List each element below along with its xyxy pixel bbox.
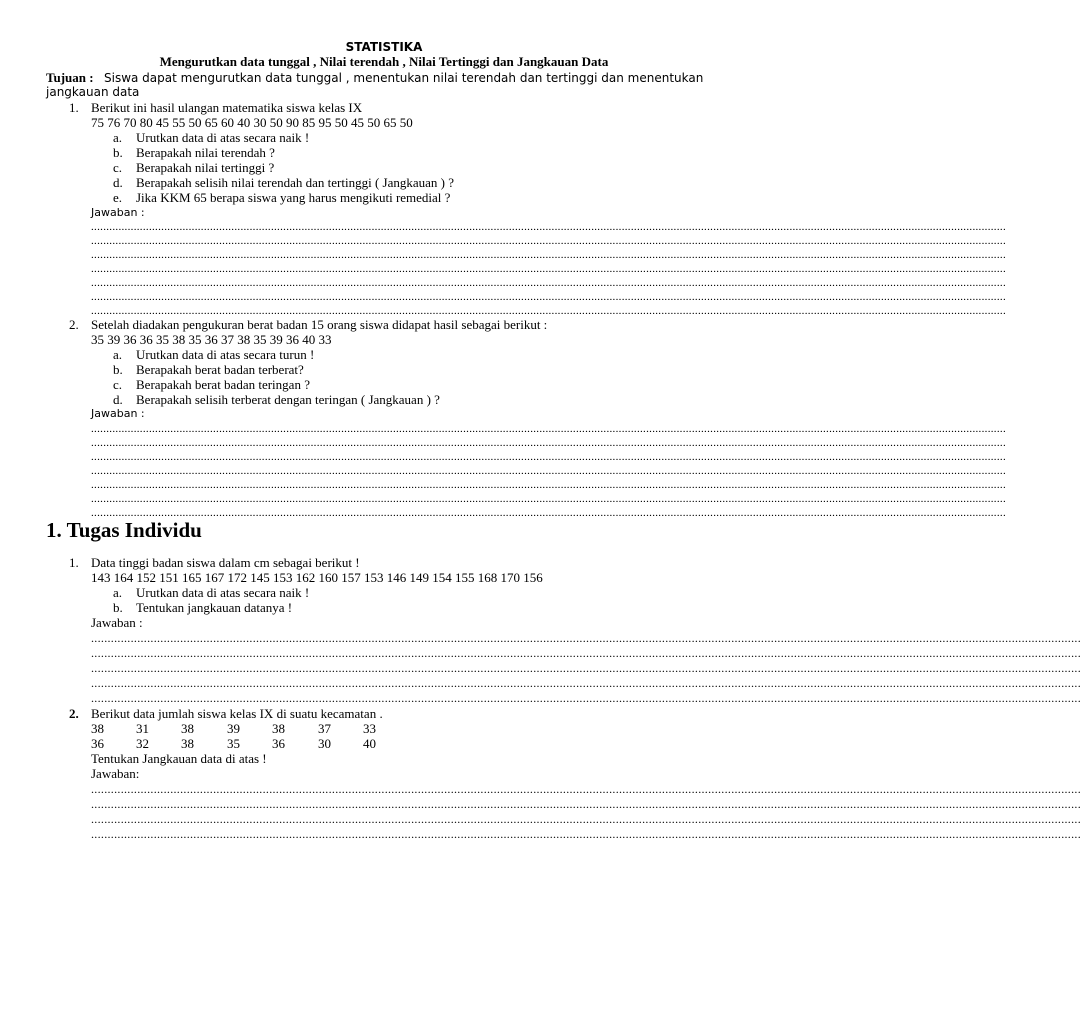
q2-answer-line[interactable]: ............................................................................................................................................................................................................................................................................................................ (91, 493, 1006, 505)
t2-row1-cell: 38 (181, 721, 194, 736)
t1-answer-line[interactable]: ............................................................................................................................................................................................................................................................................................................ (91, 691, 1081, 705)
q1-item-e-letter: e. (113, 190, 123, 205)
q2-answer-line[interactable]: ............................................................................................................................................................................................................................................................................................................ (91, 437, 1006, 449)
q1-text: Berikut ini hasil ulangan matematika siswa kelas IX (91, 100, 363, 115)
q2-answer-line[interactable]: ............................................................................................................................................................................................................................................................................................................ (91, 451, 1006, 463)
t1-text: Data tinggi badan siswa dalam cm sebagai berikut ! (91, 555, 360, 570)
t2-row1-cell: 33 (363, 721, 376, 736)
page-title: STATISTIKA (345, 40, 423, 54)
q1-item-d-text: Berapakah selisih nilai terendah dan tertinggi ( Jangkauan ) ? (136, 175, 455, 190)
t2-row2-cell: 36 (272, 736, 285, 751)
page-subtitle: Mengurutkan data tunggal , Nilai terendah , Nilai Tertinggi dan Jangkauan Data (159, 54, 609, 69)
q2-data: 35 39 36 36 35 38 35 36 37 38 35 39 36 40 33 (91, 332, 332, 347)
q1-item-a-letter: a. (113, 130, 123, 145)
t2-instruction: Tentukan Jangkauan data di atas ! (91, 751, 267, 766)
q1-item-b-text: Berapakah nilai terendah ? (136, 145, 275, 160)
q2-item-b-text: Berapakah berat badan terberat? (136, 362, 304, 377)
q1-answer-line[interactable]: ............................................................................................................................................................................................................................................................................................................ (91, 291, 1006, 303)
q2-item-b-letter: b. (113, 362, 123, 377)
t2-row1-cell: 37 (318, 721, 331, 736)
t2-row2-cell: 35 (227, 736, 240, 751)
t1-data: 143 164 152 151 165 167 172 145 153 162 160 157 153 146 149 154 155 168 170 156 (91, 570, 543, 585)
q2-item-c-letter: c. (113, 377, 123, 392)
t2-row1-cell: 38 (91, 721, 104, 736)
q1-answer-line[interactable]: ............................................................................................................................................................................................................................................................................................................ (91, 305, 1006, 317)
q1-item-e-text: Jika KKM 65 berapa siswa yang harus mengikuti remedial ? (136, 190, 451, 205)
t1-item-a-letter: a. (113, 585, 123, 600)
t1-answer-line[interactable]: ............................................................................................................................................................................................................................................................................................................ (91, 631, 1081, 645)
t2-row2-cell: 36 (91, 736, 104, 751)
q1-answer-line[interactable]: ............................................................................................................................................................................................................................................................................................................ (91, 263, 1006, 275)
q2-answer-line[interactable]: ............................................................................................................................................................................................................................................................................................................ (91, 465, 1006, 477)
t2-row1-cell: 31 (136, 721, 149, 736)
q2-answer-label: Jawaban : (91, 407, 145, 420)
t1-answer-line[interactable]: ............................................................................................................................................................................................................................................................................................................ (91, 646, 1081, 660)
q1-item-b-letter: b. (113, 145, 123, 160)
tujuan-text: Siswa dapat mengurutkan data tunggal , menentukan nilai terendah dan tertinggi dan menentukan (104, 71, 704, 85)
q2-item-d-text: Berapakah selisih terberat dengan teringan ( Jangkauan ) ? (136, 392, 440, 407)
t2-row2-cell: 30 (318, 736, 331, 751)
q2-item-a-letter: a. (113, 347, 123, 362)
q2-answer-line[interactable]: ............................................................................................................................................................................................................................................................................................................ (91, 423, 1006, 435)
q1-answer-label: Jawaban : (91, 206, 145, 219)
q1-answer-line[interactable]: ............................................................................................................................................................................................................................................................................................................ (91, 221, 1006, 233)
t2-answer-line[interactable]: ............................................................................................................................................................................................................................................................................................................ (91, 812, 1081, 826)
q2-item-c-text: Berapakah berat badan teringan ? (136, 377, 310, 392)
q2-item-d-letter: d. (113, 392, 123, 407)
q1-item-c-letter: c. (113, 160, 123, 175)
t2-answer-line[interactable]: ............................................................................................................................................................................................................................................................................................................ (91, 797, 1081, 811)
tujuan-text-continued: jangkauan data (46, 85, 140, 99)
q2-answer-line[interactable]: ............................................................................................................................................................................................................................................................................................................ (91, 507, 1006, 519)
t2-row2-cell: 32 (136, 736, 149, 751)
q2-item-a-text: Urutkan data di atas secara turun ! (136, 347, 315, 362)
q1-answer-line[interactable]: ............................................................................................................................................................................................................................................................................................................ (91, 277, 1006, 289)
q1-item-a-text: Urutkan data di atas secara naik ! (136, 130, 310, 145)
q2-text: Setelah diadakan pengukuran berat badan 15 orang siswa didapat hasil sebagai berikut : (91, 317, 548, 332)
q1-item-c-text: Berapakah nilai tertinggi ? (136, 160, 275, 175)
tujuan-label: Tujuan : (46, 70, 94, 85)
q2-answer-line[interactable]: ............................................................................................................................................................................................................................................................................................................ (91, 479, 1006, 491)
t2-answer-label: Jawaban: (91, 766, 140, 781)
t2-row1-cell: 38 (272, 721, 285, 736)
section-heading: 1. Tugas Individu (46, 518, 202, 542)
t1-number: 1. (69, 555, 79, 570)
t1-answer-label: Jawaban : (91, 615, 143, 630)
t2-answer-line[interactable]: ............................................................................................................................................................................................................................................................................................................ (91, 782, 1081, 796)
t2-row2-cell: 38 (181, 736, 194, 751)
t2-number: 2. (69, 706, 79, 721)
q1-data: 75 76 70 80 45 55 50 65 60 40 30 50 90 85 95 50 45 50 65 50 (91, 115, 413, 130)
t1-item-a-text: Urutkan data di atas secara naik ! (136, 585, 310, 600)
t1-answer-line[interactable]: ............................................................................................................................................................................................................................................................................................................ (91, 676, 1081, 690)
t1-item-b-letter: b. (113, 600, 123, 615)
q1-answer-line[interactable]: ............................................................................................................................................................................................................................................................................................................ (91, 249, 1006, 261)
t2-row2-cell: 40 (363, 736, 376, 751)
t2-row1-cell: 39 (227, 721, 240, 736)
t1-item-b-text: Tentukan jangkauan datanya ! (136, 600, 293, 615)
q1-item-d-letter: d. (113, 175, 123, 190)
q1-answer-line[interactable]: ............................................................................................................................................................................................................................................................................................................ (91, 235, 1006, 247)
t1-answer-line[interactable]: ............................................................................................................................................................................................................................................................................................................ (91, 661, 1081, 675)
t2-text: Berikut data jumlah siswa kelas IX di suatu kecamatan . (91, 706, 383, 721)
q2-number: 2. (69, 317, 79, 332)
q1-number: 1. (69, 100, 79, 115)
t2-answer-line[interactable]: ............................................................................................................................................................................................................................................................................................................ (91, 827, 1081, 841)
